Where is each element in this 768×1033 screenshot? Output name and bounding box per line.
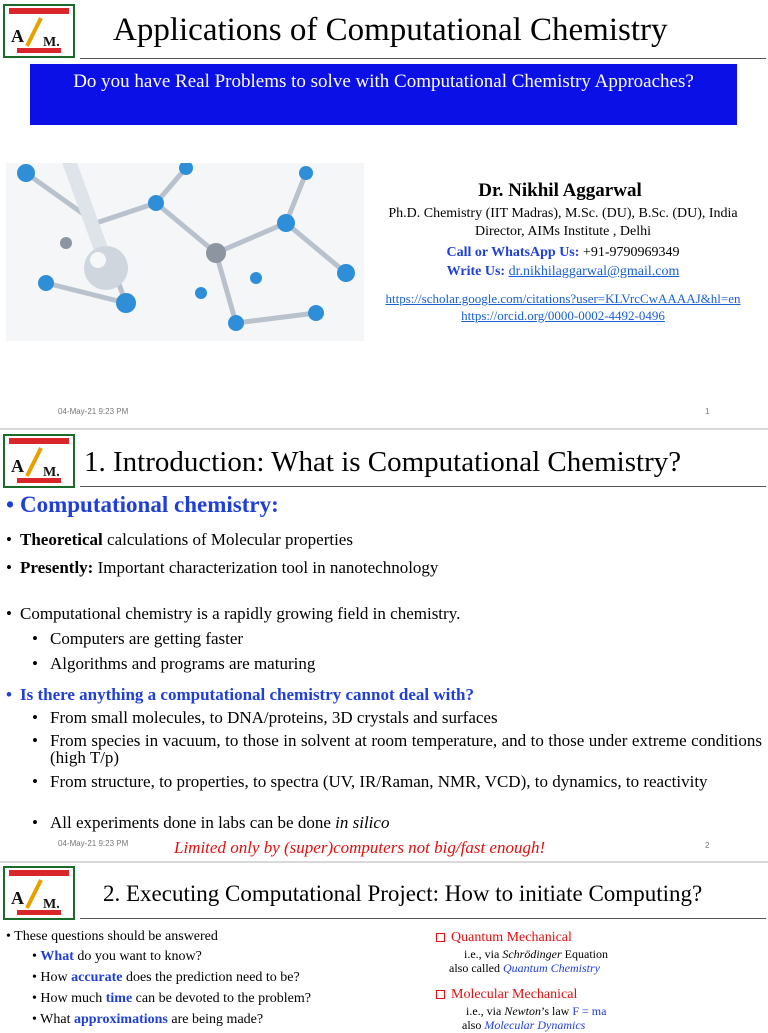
slide2-footer-note: Limited only by (super)computers not big/fast enough!: [174, 838, 546, 857]
newton-text: Newton: [504, 1004, 541, 1018]
scholar-link[interactable]: https://scholar.google.com/citations?user=KLVrcCwAAAAJ&hl=en: [385, 291, 741, 306]
question-text: How: [40, 970, 72, 985]
bullet-growing-field-text: • Computational chemistry is a rapidly growing field in chemistry.: [20, 604, 461, 623]
svg-text:M.: M.: [43, 35, 60, 50]
molecule-image: [6, 163, 364, 341]
slide2-date: 04-May-21 9:23 PM: [58, 839, 129, 848]
slide-separator: [0, 428, 768, 430]
svg-text:A: A: [11, 888, 24, 908]
molecular-mechanical-label: Molecular Mechanical: [451, 987, 578, 1002]
sub-bullet-text: • Computers are getting faster: [50, 629, 244, 648]
checkbox-icon: [436, 990, 445, 999]
qm-text: i.e., via: [464, 947, 503, 961]
molecular-dynamics-text: Molecular Dynamics: [484, 1018, 586, 1032]
quantum-mechanical-heading: [436, 930, 572, 946]
bullet-question: [6, 685, 474, 705]
slide2-title-rule: [80, 486, 766, 487]
question-text: do you want to know?: [73, 949, 202, 964]
call-label: Call or WhatsApp Us:: [446, 245, 580, 260]
keyword: time: [105, 991, 133, 1006]
bullet-theoretical: [6, 530, 353, 550]
sub-bullet-text: All experiments done in labs can be done: [50, 813, 336, 832]
question-what: • What do you want to know?: [32, 949, 202, 964]
equation-text: F = ma: [572, 1004, 607, 1018]
bullet-growing-field: [6, 604, 460, 624]
contact-email-line: [362, 264, 764, 280]
bullet-theoretical-text: calculations of Molecular properties: [102, 530, 353, 549]
slide2-title: 1. Introduction: What is Computational Chemistry?: [84, 446, 682, 478]
question-text: can be devoted to the problem?: [132, 991, 311, 1006]
mm-text: ’s law: [541, 1004, 573, 1018]
sub-bullet-text: • From structure, to properties, to spectra (UV, IR/Raman, NMR, VCD), to dynamics, to reactivity: [50, 772, 708, 791]
slide1-banner-text: Do you have Real Problems to solve with Computational Chemistry Approaches?: [73, 71, 694, 92]
question-text: does the prediction need to be?: [122, 970, 300, 985]
orcid-link[interactable]: https://orcid.org/0000-0002-4492-0496: [461, 308, 665, 323]
quantum-chemistry-text: Quantum Chemistry: [502, 961, 600, 975]
mm-line2: [462, 1018, 585, 1033]
qm-text: Equation: [561, 947, 608, 961]
slide1-date: 04-May-21 9:23 PM: [58, 407, 129, 416]
presenter-qualifications: Ph.D. Chemistry (IIT Madras), M.Sc. (DU), B.Sc. (DU), India: [388, 206, 738, 221]
question-text: are being made?: [167, 1012, 264, 1027]
contact-phone-line: [362, 245, 764, 261]
sub-bullet-text: • From small molecules, to DNA/proteins, 3D crystals and surfaces: [50, 708, 498, 727]
keyword: approximations: [73, 1012, 168, 1027]
keyword: What: [40, 949, 74, 964]
qm-text: also called: [449, 961, 503, 975]
slide-separator: [0, 861, 768, 863]
slide3-intro: • These questions should be answered: [6, 929, 218, 944]
aims-logo: [3, 866, 75, 920]
question-approximations: • What approximations are being made?: [32, 1012, 264, 1027]
presenter-position: Director, AIMs Institute , Delhi: [475, 224, 651, 239]
sub-bullet: [32, 655, 315, 672]
bullet-question-text: • Is there anything a computational chemistry cannot deal with?: [20, 685, 474, 704]
write-label: Write Us:: [446, 264, 506, 279]
slide1-title-rule: [80, 58, 766, 59]
in-silico-text: in silico: [335, 813, 390, 832]
sub-bullet: [32, 630, 243, 647]
aims-logo: [3, 4, 75, 58]
bullet-theoretical-bold: Theoretical: [20, 530, 103, 549]
slide1-title: Applications of Computational Chemistry: [113, 12, 668, 48]
mm-text: also: [462, 1018, 485, 1032]
molecular-mechanical-heading: [436, 987, 577, 1003]
svg-text:A: A: [11, 26, 24, 46]
svg-text:M.: M.: [43, 465, 60, 480]
sub-bullet-text: • Algorithms and programs are maturing: [50, 654, 316, 673]
bullet-presently-bold: Presently:: [20, 558, 94, 577]
slide2-heading: [6, 492, 279, 518]
aims-logo: [3, 434, 75, 488]
email-link[interactable]: dr.nikhilaggarwal@gmail.com: [508, 264, 680, 279]
qm-line2: [449, 961, 600, 976]
question-text: What: [40, 1012, 74, 1027]
keyword: accurate: [71, 970, 123, 985]
slide2-heading-text: • Computational chemistry:: [20, 492, 279, 517]
slide1-page-number: 1: [705, 407, 710, 416]
slide3-title-rule: [80, 918, 766, 919]
slide1-banner: [30, 64, 737, 125]
phone-number: +91-9790969349: [582, 245, 680, 260]
question-time: • How much time can be devoted to the problem?: [32, 991, 311, 1006]
sub-bullet-text: • From species in vacuum, to those in solvent at room temperature, and to those under extreme conditions (high T/p): [50, 731, 762, 767]
bullet-presently: [6, 558, 438, 578]
sub-bullet: [32, 732, 762, 766]
bullet-presently-text: Important characterization tool in nanotechnology: [93, 558, 439, 577]
presenter-name: Dr. Nikhil Aggarwal: [478, 180, 642, 201]
slide2-page-number: 2: [705, 841, 710, 850]
svg-text:M.: M.: [43, 897, 60, 912]
quantum-mechanical-label: Quantum Mechanical: [451, 930, 572, 945]
qm-line1: [464, 947, 608, 962]
question-text: How much: [40, 991, 106, 1006]
mm-text: i.e., via: [466, 1004, 505, 1018]
slide3-title: 2. Executing Computational Project: How to initiate Computing?: [103, 881, 703, 906]
sub-bullet: [32, 814, 762, 831]
question-accurate: • How accurate does the prediction need to be?: [32, 970, 300, 985]
sub-bullet: [32, 709, 762, 726]
sub-bullet: [32, 773, 762, 790]
slide3-intro-text: These questions should be answered: [14, 929, 218, 944]
svg-text:A: A: [11, 456, 24, 476]
mm-line1: [466, 1004, 606, 1019]
schrodinger-text: Schrödinger: [502, 947, 562, 961]
checkbox-icon: [436, 933, 445, 942]
